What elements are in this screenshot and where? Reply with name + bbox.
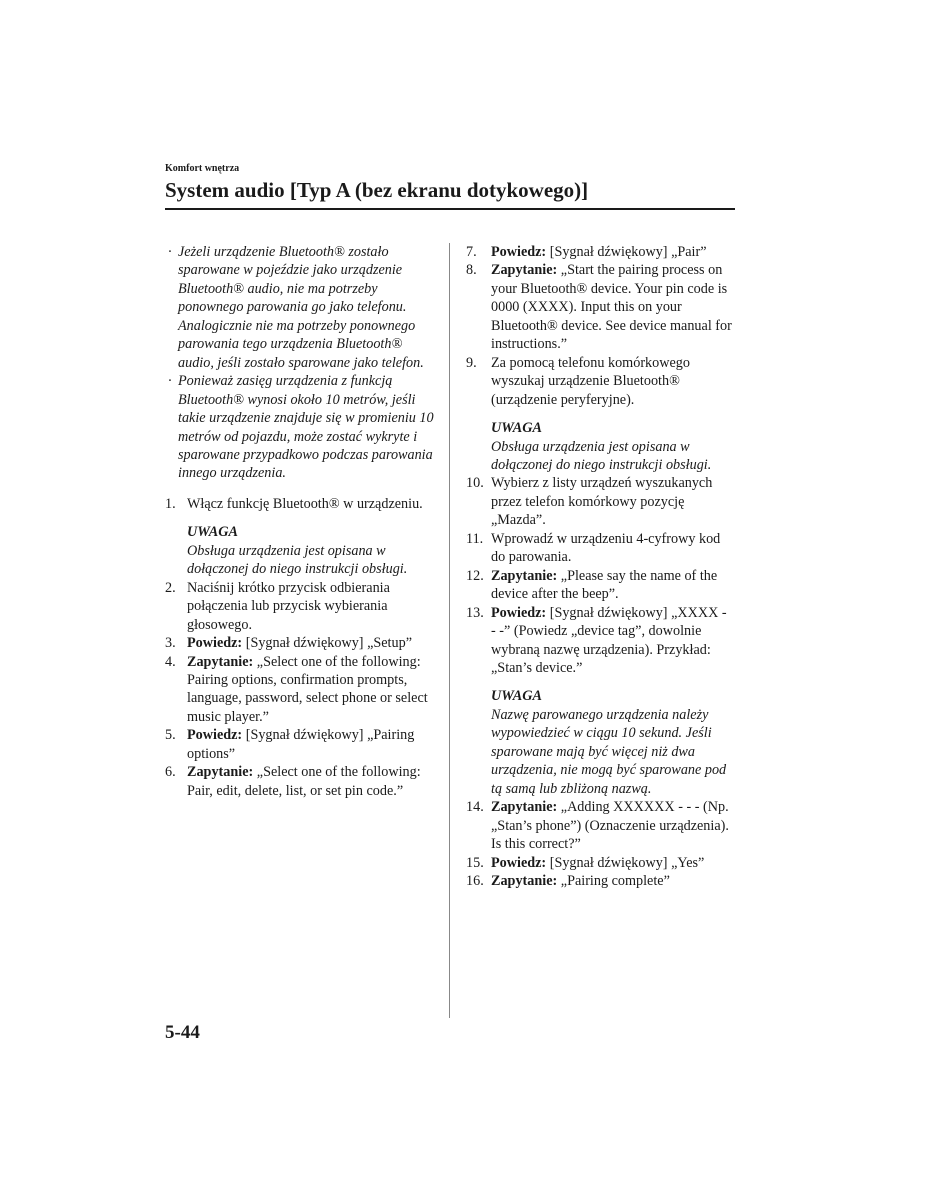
step-8: 8. Zapytanie: „Start the pairing process on your Bluetooth® device. Your pin code is 0000 (XXXX). Input this on your Bluetooth® device. See device manual for instructions.” — [466, 262, 732, 353]
step-7: 7. Powiedz: [Sygnał dźwiękowy] „Pair” — [466, 244, 707, 260]
title-rule — [165, 208, 735, 210]
step-15: 15. Powiedz: [Sygnał dźwiękowy] „Yes” — [466, 854, 705, 871]
step-5: 5. Powiedz: [Sygnał dźwiękowy] „Pairing options” — [165, 727, 415, 762]
left-column — [165, 243, 437, 800]
step-16: 16. Zapytanie: „Pairing complete” — [466, 872, 670, 889]
step-1: 1. Włącz funkcję Bluetooth® w urządzeniu. — [165, 495, 423, 512]
section-heading: Komfort wnętrza — [165, 163, 240, 174]
step-14: 14. Zapytanie: „Adding XXXXXX - - - (Np. „Stan’s phone”) (Oznaczenie urządzenia). Is this correct?” — [466, 799, 729, 853]
step-3: 3. Powiedz: [Sygnał dźwiękowy] „Setup” — [165, 635, 412, 652]
step-2: 2. Naciśnij krótko przycisk odbierania połączenia lub przycisk wybierania głosowego. — [165, 579, 390, 633]
column-divider — [449, 243, 450, 1018]
note-bullet: · Jeżeli urządzenie Bluetooth® zostało sparowane w pojeździe jako urządzenie Bluetooth® audio, nie ma potrzeby ponownego parowania go jako telefonu. Analogicznie nie ma potrzeby ponownego parowania tego urządzenia Bluetooth® audio, jeśli zostało sparowane jako telefon. — [168, 244, 424, 371]
page-title: System audio [Typ A (bez ekranu dotykowego)] — [165, 178, 589, 202]
step-12: 12. Zapytanie: „Please say the name of the device after the beep”. — [466, 567, 718, 603]
page-number: 5-44 — [165, 1022, 200, 1043]
step-11: 11. Wprowadź w urządzeniu 4-cyfrowy kod do parowania. — [466, 530, 721, 566]
step-13: 13. Powiedz: [Sygnał dźwiękowy] „XXXX - - -” (Powiedz „device tag”, dowolnie wybraną nazwę urządzenia). Przykład: „Stan’s device.” — [466, 604, 727, 676]
note-bullet: · Ponieważ zasięg urządzenia z funkcją Bluetooth® wynosi około 10 metrów, jeśli takie urządzenie znajduje się w promieniu 10 metrów od pojazdu, może zostać wykryte i sparowane przypadkowo podczas parowania innego urządzenia. — [168, 373, 434, 482]
right-column — [466, 243, 734, 890]
note-box: UWAGA Obsługa urządzenia jest opisana w dołączonej do niego instrukcji obsługi. — [187, 524, 408, 578]
note-box: UWAGA Obsługa urządzenia jest opisana w dołączonej do niego instrukcji obsługi. — [491, 420, 712, 473]
step-10: 10. Wybierz z listy urządzeń wyszukanych przez telefon komórkowy pozycję „Mazda”. — [466, 475, 713, 529]
step-9: 9. Za pomocą telefonu komórkowego wyszukaj urządzenie Bluetooth® (urządzenie peryferyjne). — [466, 354, 690, 408]
step-6: 6. Zapytanie: „Select one of the following: Pair, edit, delete, list, or set pin code.” — [165, 764, 421, 799]
step-4: 4. Zapytanie: „Select one of the following: Pairing options, confirmation prompts, language, password, select phone or select music player.” — [165, 653, 428, 725]
note-box: UWAGA Nazwę parowanego urządzenia należy wypowiedzieć w ciągu 10 sekund. Jeśli sparowane mają być więcej niż dwa urządzenia, nie mogą być sparowane pod tą samą lub zbliżoną nazwą. — [491, 688, 727, 797]
